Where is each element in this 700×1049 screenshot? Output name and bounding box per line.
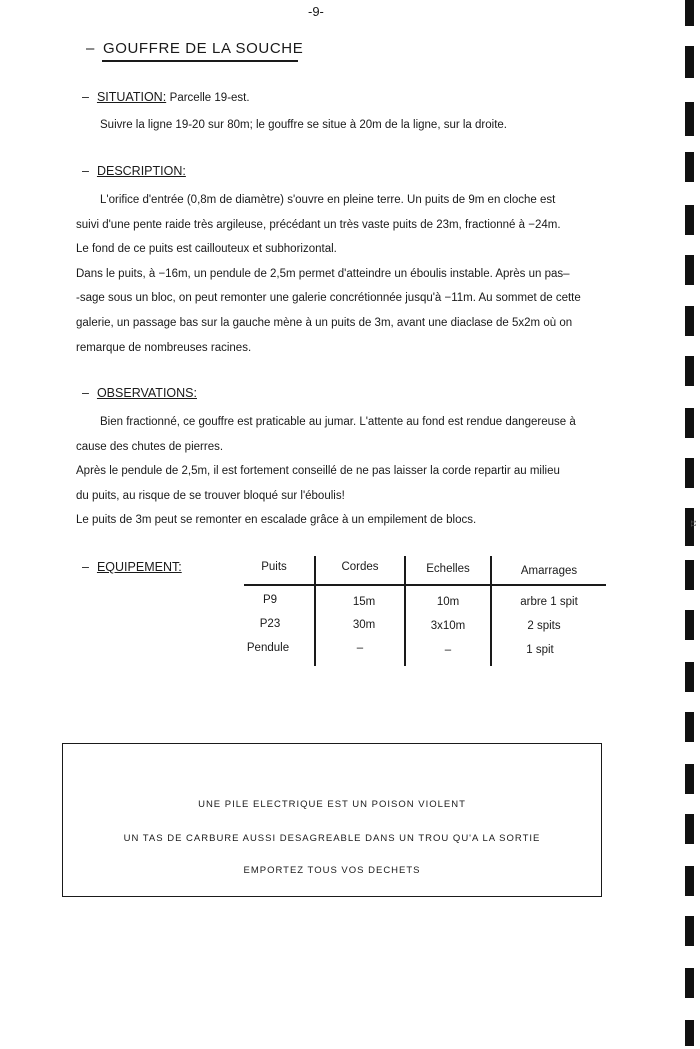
equipement-heading: – EQUIPEMENT: bbox=[82, 560, 182, 574]
table-cell: 15m bbox=[352, 596, 376, 608]
table-header-cell: Cordes bbox=[341, 561, 379, 573]
situation-line: Suivre la ligne 19-20 sur 80m; le gouffre se situe à 20m de la ligne, sur la droite. bbox=[100, 119, 507, 131]
binding-mark bbox=[685, 46, 694, 78]
binding-mark bbox=[685, 712, 694, 742]
description-line: suivi d'une pente raide très argileuse, précédant un très vaste puits de 23m, fractionné à −24m. bbox=[76, 218, 561, 231]
page-title: – GOUFFRE DE LA SOUCHE bbox=[86, 40, 304, 57]
table-cell: 10m bbox=[436, 596, 460, 608]
binding-mark bbox=[685, 306, 694, 336]
binding-mark bbox=[685, 356, 694, 386]
description-line: Le fond de ce puits est caillouteux et subhorizontal. bbox=[76, 243, 337, 256]
equipment-table bbox=[244, 556, 606, 666]
table-cell: arbre 1 spit bbox=[520, 596, 578, 608]
binding-mark bbox=[685, 968, 694, 998]
table-cell: 30m bbox=[352, 619, 376, 631]
description-label: DESCRIPTION: bbox=[96, 164, 186, 178]
observations-line: Le puits de 3m peut se remonter en escalade grâce à un empilement de blocs. bbox=[76, 514, 477, 527]
observations-line: Bien fractionné, ce gouffre est praticable au jumar. L'attente au fond est rendue dangereuse à bbox=[100, 416, 576, 428]
page-title-text: GOUFFRE DE LA SOUCHE bbox=[102, 40, 304, 57]
table-cell: – bbox=[444, 644, 452, 656]
table-cell: P23 bbox=[259, 618, 281, 630]
binding-mark bbox=[685, 1020, 694, 1046]
binding-mark bbox=[685, 560, 694, 590]
observations-body bbox=[76, 410, 616, 533]
observations-line: Après le pendule de 2,5m, il est fortement conseillé de ne pas laisser la corde repartir au milieu bbox=[76, 465, 560, 478]
table-header-cell: Puits bbox=[261, 561, 287, 573]
description-line: L'orifice d'entrée (0,8m de diamètre) s'ouvre en pleine terre. Un puits de 9m en cloche est bbox=[100, 194, 556, 206]
table-cell: Pendule bbox=[246, 642, 290, 654]
description-body bbox=[76, 188, 616, 360]
description-line: Dans le puits, à −16m, un pendule de 2,5m permet d'atteindre un éboulis instable. Après un pas– bbox=[76, 267, 570, 280]
table-cell: 1 spit bbox=[526, 644, 554, 656]
table-header-cell: Echelles bbox=[426, 563, 470, 575]
situation-label: SITUATION: bbox=[96, 90, 167, 104]
table-cell: – bbox=[356, 642, 364, 654]
table-header-rule bbox=[244, 584, 606, 586]
binding-mark bbox=[685, 102, 694, 136]
description-line: remarque de nombreuses racines. bbox=[76, 341, 252, 354]
situation-value: Parcelle 19-est. bbox=[169, 92, 250, 104]
notice-line: UN TAS DE CARBURE AUSSI DESAGREABLE DANS UN TROU QU'A LA SORTIE bbox=[123, 833, 541, 844]
observations-label: OBSERVATIONS: bbox=[96, 386, 197, 400]
binding-mark bbox=[685, 764, 694, 794]
table-header-cell: Amarrages bbox=[520, 565, 578, 577]
table-cell: 2 spits bbox=[527, 620, 561, 632]
observations-heading: – OBSERVATIONS: bbox=[82, 386, 197, 400]
situation-heading: – SITUATION: Parcelle 19-est. bbox=[82, 90, 250, 104]
notice-box bbox=[62, 743, 602, 897]
margin-mark: 11 bbox=[689, 519, 697, 528]
table-cell: 3x10m bbox=[430, 620, 466, 632]
binding-mark bbox=[685, 916, 694, 946]
binding-mark bbox=[685, 0, 694, 26]
binding-mark bbox=[685, 610, 694, 640]
binding-mark bbox=[685, 205, 694, 235]
equipement-label: EQUIPEMENT: bbox=[96, 560, 182, 574]
observations-line: du puits, au risque de se trouver bloqué sur l'éboulis! bbox=[76, 489, 345, 502]
notice-line: UNE PILE ELECTRIQUE EST UN POISON VIOLENT bbox=[198, 799, 466, 810]
description-line: -sage sous un bloc, on peut remonter une galerie concrétionnée jusqu'à −11m. Au sommet de cette bbox=[76, 292, 581, 305]
observations-line: cause des chutes de pierres. bbox=[76, 440, 224, 453]
binding-mark bbox=[685, 814, 694, 844]
binding-mark bbox=[685, 408, 694, 438]
page-number: -9- bbox=[308, 4, 324, 19]
binding-mark bbox=[685, 866, 694, 896]
notice-line: EMPORTEZ TOUS VOS DECHETS bbox=[243, 865, 421, 876]
description-line: galerie, un passage bas sur la gauche mène à un puits de 3m, avant une diaclase de 5x2m où on bbox=[76, 316, 573, 329]
binding-mark bbox=[685, 662, 694, 692]
title-underline bbox=[102, 60, 298, 62]
table-cell: P9 bbox=[262, 594, 278, 606]
description-heading: – DESCRIPTION: bbox=[82, 164, 186, 178]
binding-mark bbox=[685, 458, 694, 488]
binding-mark bbox=[685, 152, 694, 182]
binding-mark bbox=[685, 255, 694, 285]
